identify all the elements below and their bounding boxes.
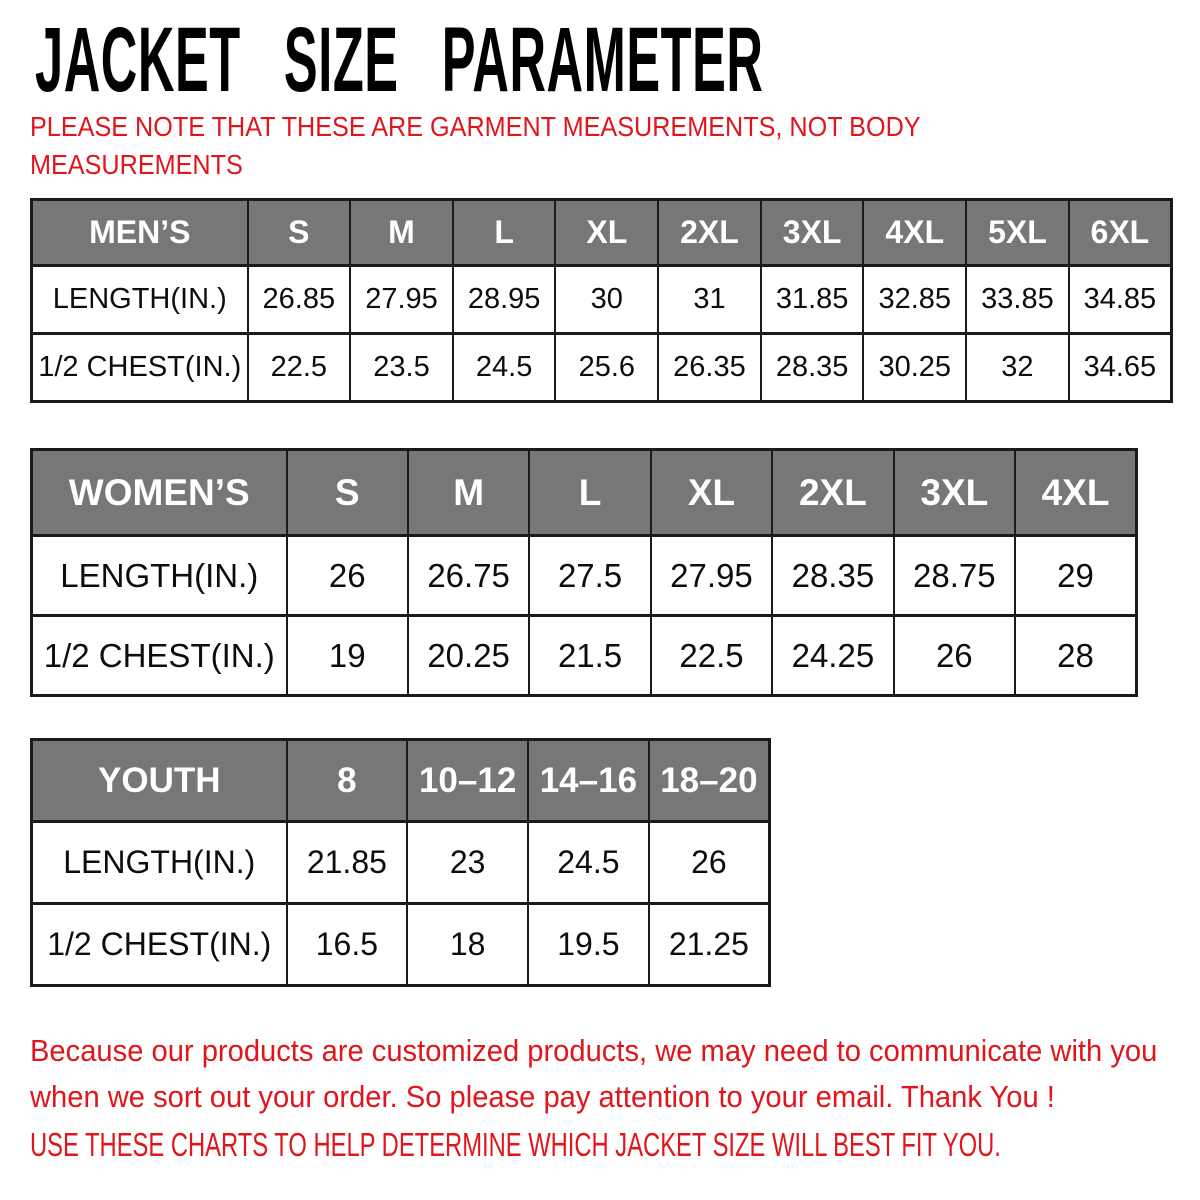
womens-size-column-header: 4XL [1015, 450, 1136, 536]
size-value-cell: 34.85 [1069, 266, 1172, 334]
size-value-cell: 26 [287, 536, 408, 616]
row-label-cell: LENGTH(IN.) [32, 266, 248, 334]
size-value-cell: 20.25 [408, 616, 529, 696]
size-value-cell: 25.6 [555, 334, 658, 402]
size-value-cell: 28 [1015, 616, 1136, 696]
row-label-cell: LENGTH(IN.) [32, 822, 287, 904]
youth-size-column-header: 18–20 [649, 740, 770, 822]
garment-measurement-note: PLEASE NOTE THAT THESE ARE GARMENT MEASUREMENTS, NOT BODY MEASUREMENTS [30, 111, 921, 180]
row-label-cell: 1/2 CHEST(IN.) [32, 904, 287, 986]
size-value-cell: 27.95 [350, 266, 453, 334]
size-value-cell: 31.85 [761, 266, 864, 334]
size-value-cell: 23.5 [350, 334, 453, 402]
size-value-cell: 23 [407, 822, 528, 904]
mens-size-table [30, 198, 1173, 403]
mens-size-column-header: M [350, 200, 453, 266]
mens-size-column-header: 3XL [761, 200, 864, 266]
size-value-cell: 26.35 [658, 334, 761, 402]
size-value-cell: 33.85 [966, 266, 1069, 334]
size-value-cell: 24.5 [453, 334, 556, 402]
mens-size-column-header: 5XL [966, 200, 1069, 266]
size-value-cell: 27.95 [651, 536, 772, 616]
mens-size-column-header: S [248, 200, 351, 266]
womens-table-row [32, 536, 1137, 616]
womens-size-column-header: 3XL [894, 450, 1015, 536]
size-value-cell: 28.35 [761, 334, 864, 402]
youth-header-row [32, 740, 770, 822]
mens-size-column-header: L [453, 200, 556, 266]
fit-guidance-note: USE THESE CHARTS TO HELP DETERMINE WHICH JACKET SIZE WILL BEST FIT YOU. [30, 1126, 1001, 1163]
size-value-cell: 29 [1015, 536, 1136, 616]
size-value-cell: 32.85 [863, 266, 966, 334]
size-value-cell: 28.35 [772, 536, 893, 616]
size-value-cell: 21.85 [287, 822, 408, 904]
womens-size-column-header: 2XL [772, 450, 893, 536]
size-value-cell: 21.5 [529, 616, 650, 696]
size-value-cell: 30.25 [863, 334, 966, 402]
row-label-cell: 1/2 CHEST(IN.) [32, 334, 248, 402]
size-value-cell: 24.25 [772, 616, 893, 696]
size-value-cell: 22.5 [651, 616, 772, 696]
womens-table-row [32, 616, 1137, 696]
size-value-cell: 26.85 [248, 266, 351, 334]
size-value-cell: 26.75 [408, 536, 529, 616]
size-value-cell: 24.5 [528, 822, 649, 904]
youth-size-column-header: 14–16 [528, 740, 649, 822]
youth-table-row [32, 904, 770, 986]
customization-notice: Because our products are customized products, we may need to communicate with you when we sort out your order. So please pay attention to your email. Thank You ! [30, 1033, 1158, 1114]
size-value-cell: 21.25 [649, 904, 770, 986]
size-value-cell: 31 [658, 266, 761, 334]
mens-table-row [32, 334, 1172, 402]
size-value-cell: 16.5 [287, 904, 408, 986]
youth-size-table [30, 738, 771, 987]
size-value-cell: 26 [649, 822, 770, 904]
row-label-cell: LENGTH(IN.) [32, 536, 287, 616]
mens-size-column-header: 6XL [1069, 200, 1172, 266]
row-label-cell: 1/2 CHEST(IN.) [32, 616, 287, 696]
womens-size-column-header: M [408, 450, 529, 536]
size-value-cell: 30 [555, 266, 658, 334]
size-value-cell: 34.65 [1069, 334, 1172, 402]
mens-size-column-header: 2XL [658, 200, 761, 266]
page-title: JACKET SIZE PARAMETER [35, 9, 764, 111]
mens-table-row [32, 266, 1172, 334]
size-value-cell: 28.95 [453, 266, 556, 334]
size-value-cell: 27.5 [529, 536, 650, 616]
mens-size-column-header: 4XL [863, 200, 966, 266]
womens-size-column-header: L [529, 450, 650, 536]
size-value-cell: 32 [966, 334, 1069, 402]
youth-table-row [32, 822, 770, 904]
size-value-cell: 22.5 [248, 334, 351, 402]
size-value-cell: 28.75 [894, 536, 1015, 616]
mens-header-row [32, 200, 1172, 266]
youth-size-column-header: 10–12 [407, 740, 528, 822]
size-value-cell: 18 [407, 904, 528, 986]
size-value-cell: 26 [894, 616, 1015, 696]
youth-table-title-cell: YOUTH [32, 740, 287, 822]
mens-size-column-header: XL [555, 200, 658, 266]
womens-size-column-header: XL [651, 450, 772, 536]
youth-size-column-header: 8 [287, 740, 408, 822]
womens-header-row [32, 450, 1137, 536]
womens-size-table [30, 448, 1138, 697]
womens-table-title-cell: WOMEN’S [32, 450, 287, 536]
womens-size-column-header: S [287, 450, 408, 536]
mens-table-title-cell: MEN’S [32, 200, 248, 266]
size-value-cell: 19 [287, 616, 408, 696]
size-value-cell: 19.5 [528, 904, 649, 986]
